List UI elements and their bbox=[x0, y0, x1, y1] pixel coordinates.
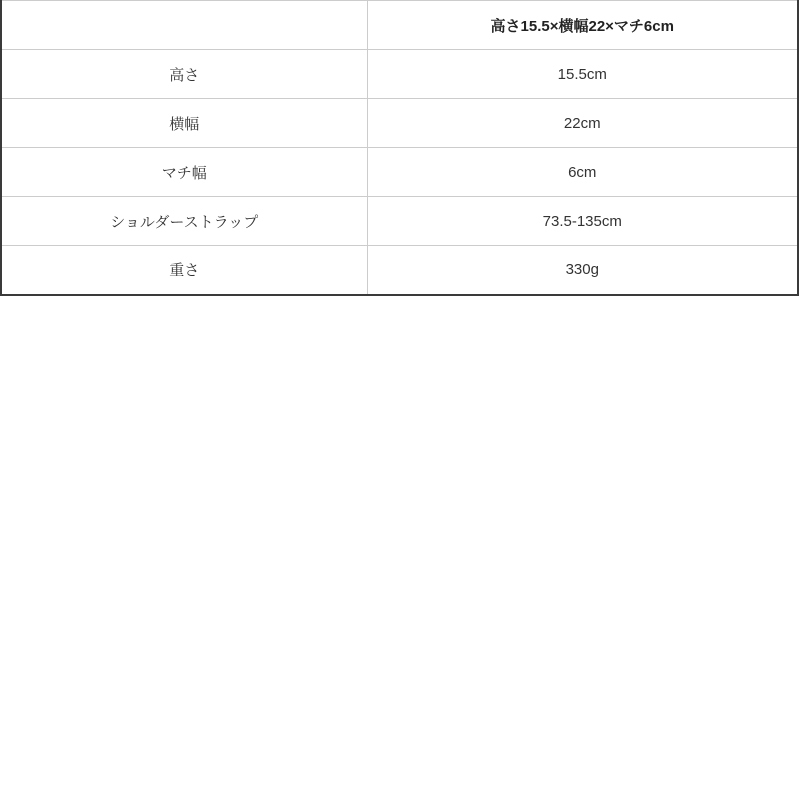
spec-header-empty-cell bbox=[1, 1, 367, 50]
spec-label: 横幅 bbox=[1, 99, 367, 148]
spec-value: 6cm bbox=[367, 148, 798, 197]
spec-value: 22cm bbox=[367, 99, 798, 148]
spec-table bbox=[0, 0, 799, 296]
spec-label: ショルダーストラップ bbox=[1, 197, 367, 246]
spec-value: 330g bbox=[367, 246, 798, 295]
spec-row bbox=[1, 99, 798, 148]
spec-table-body bbox=[1, 50, 798, 295]
spec-row bbox=[1, 197, 798, 246]
spec-value: 15.5cm bbox=[367, 50, 798, 99]
spec-value: 73.5-135cm bbox=[367, 197, 798, 246]
spec-label: 高さ bbox=[1, 50, 367, 99]
spec-header-row bbox=[1, 1, 798, 50]
spec-label: マチ幅 bbox=[1, 148, 367, 197]
spec-table-head bbox=[1, 1, 798, 50]
spec-row bbox=[1, 148, 798, 197]
spec-label: 重さ bbox=[1, 246, 367, 295]
spec-row bbox=[1, 246, 798, 295]
spec-row bbox=[1, 50, 798, 99]
spec-header-dimensions: 高さ15.5×横幅22×マチ6cm bbox=[367, 1, 798, 50]
